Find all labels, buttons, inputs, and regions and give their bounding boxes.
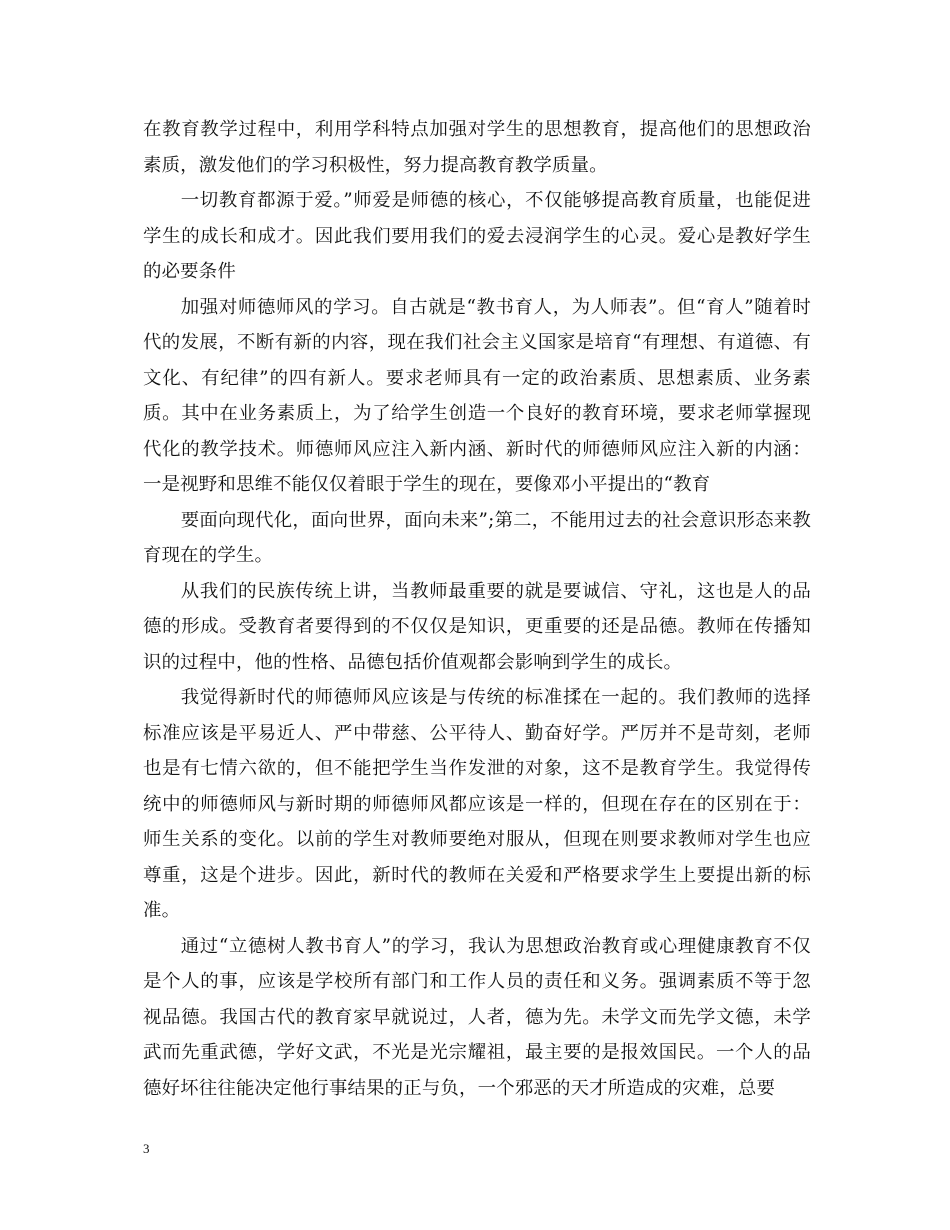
paragraph: 从我们的民族传统上讲，当教师最重要的就是要诚信、守礼，这也是人的品德的形成。受教育者要得到的不仅仅是知识，更重要的还是品德。教师在传播知识的过程中，他的性格、品德包括价值观都会影响到学生的成长。 — [143, 580, 811, 673]
document-body — [143, 112, 811, 1106]
paragraph: 通过“立德树人教书育人”的学习，我认为思想政治教育或心理健康教育不仅是个人的事，应该是学校所有部门和工作人员的责任和义务。强调素质不等于忽视品德。我国古代的教育家早就说过，人者，德为先。未学文而先学文德，未学武而先重武德，学好文武，不光是光宗耀祖，最主要的是报效国民。一个人的品德好坏往往能决定他行事结果的正与负，一个邪恶的天才所造成的灾难，总要 — [143, 935, 811, 1099]
paragraph: 在教育教学过程中，利用学科特点加强对学生的思想教育，提高他们的思想政治素质，激发他们的学习积极性，努力提高教育教学质量。 — [143, 119, 811, 176]
page-number: 3 — [143, 1141, 150, 1156]
paragraph: 加强对师德师风的学习。自古就是“教书育人，为人师表”。但“育人”随着时代的发展，不断有新的内容，现在我们社会主义国家是培育“有理想、有道德、有文化、有纪律”的四有新人。要求老师具有一定的政治素质、思想素质、业务素质。其中在业务素质上，为了给学生创造一个良好的教育环境，要求老师掌握现代化的教学技术。师德师风应注入新内涵、新时代的师德师风应注入新的内涵：一是视野和思维不能仅仅着眼于学生的现在，要像邓小平提出的“教育 — [143, 296, 811, 495]
paragraph: 要面向现代化，面向世界，面向未来”;第二，不能用过去的社会意识形态来教育现在的学生。 — [143, 509, 811, 566]
paragraph: 一切教育都源于爱。”师爱是师德的核心，不仅能够提高教育质量，也能促进学生的成长和成才。因此我们要用我们的爱去浸润学生的心灵。爱心是教好学生的必要条件 — [143, 190, 811, 282]
paragraph: 我觉得新时代的师德师风应该是与传统的标准揉在一起的。我们教师的选择标准应该是平易近人、严中带慈、公平待人、勤奋好学。严厉并不是苛刻，老师也是有七情六欲的，但不能把学生当作发泄的对象，这不是教育学生。我觉得传统中的师德师风与新时期的师德师风都应该是一样的，但现在存在的区别在于：师生关系的变化。以前的学生对教师要绝对服从，但现在则要求教师对学生也应尊重，这是个进步。因此，新时代的教师在关爱和严格要求学生上要提出新的标准。 — [143, 687, 811, 921]
